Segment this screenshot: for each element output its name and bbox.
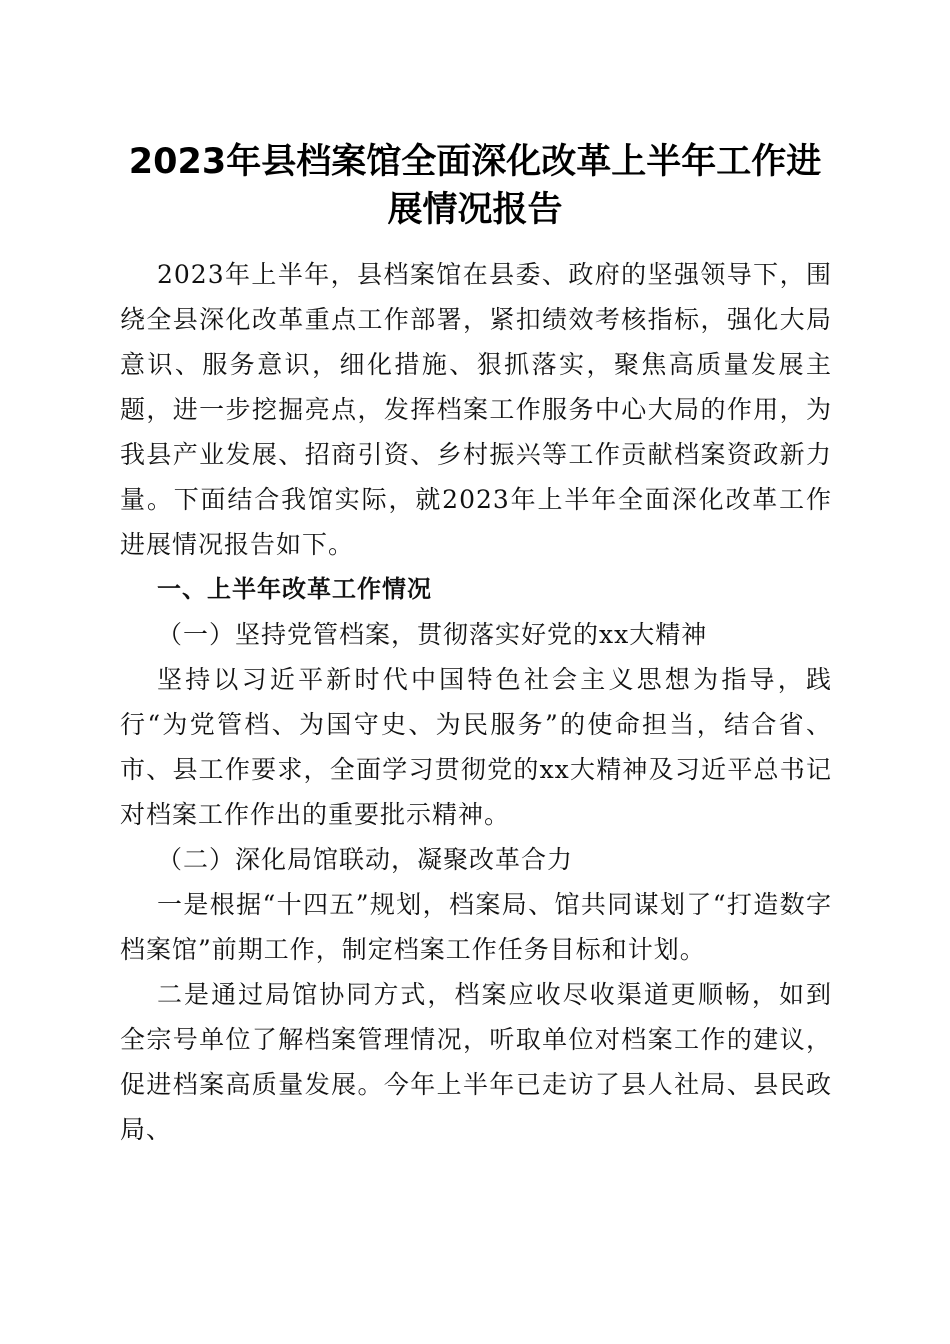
intro-paragraph: 2023年上半年，县档案馆在县委、政府的坚强领导下，围绕全县深化改革重点工作部署，紧扣绩效考核指标，强化大局意识、服务意识，细化措施、狠抓落实，聚焦高质量发展主题，进一步挖掘亮点，发挥档案工作服务中心大局的作用，为我县产业发展、招商引资、乡村振兴等工作贡献档案资政新力量。下面结合我馆实际，就2023年上半年全面深化改革工作进展情况报告如下。	[120, 260, 832, 559]
subsection-2-heading: （二）深化局馆联动，凝聚改革合力	[157, 845, 574, 874]
subsection-2-paragraph-1: 一是根据“十四五”规划，档案局、馆共同谋划了“打造数字档案馆”前期工作，制定档案工作任务目标和计划。	[120, 890, 832, 964]
document-body	[120, 252, 832, 1152]
subsection-2-paragraph-2: 二是通过局馆协同方式，档案应收尽收渠道更顺畅，如到全宗号单位了解档案管理情况，听取单位对档案工作的建议，促进档案高质量发展。今年上半年已走访了县人社局、县民政局、	[120, 980, 832, 1144]
section-1-heading: 一、上半年改革工作情况	[157, 575, 432, 603]
title-line-2: 展情况报告	[387, 190, 563, 230]
document-title	[120, 138, 830, 234]
subsection-1-heading: （一）坚持党管档案，贯彻落实好党的xx大精神	[157, 620, 708, 649]
subsection-1-paragraph: 坚持以习近平新时代中国特色社会主义思想为指导，践行“为党管档、为国守史、为民服务”的使命担当，结合省、市、县工作要求，全面学习贯彻党的xx大精神及习近平总书记对档案工作作出的重要批示精神。	[120, 665, 832, 829]
title-line-1: 2023年县档案馆全面深化改革上半年工作进	[128, 142, 822, 182]
